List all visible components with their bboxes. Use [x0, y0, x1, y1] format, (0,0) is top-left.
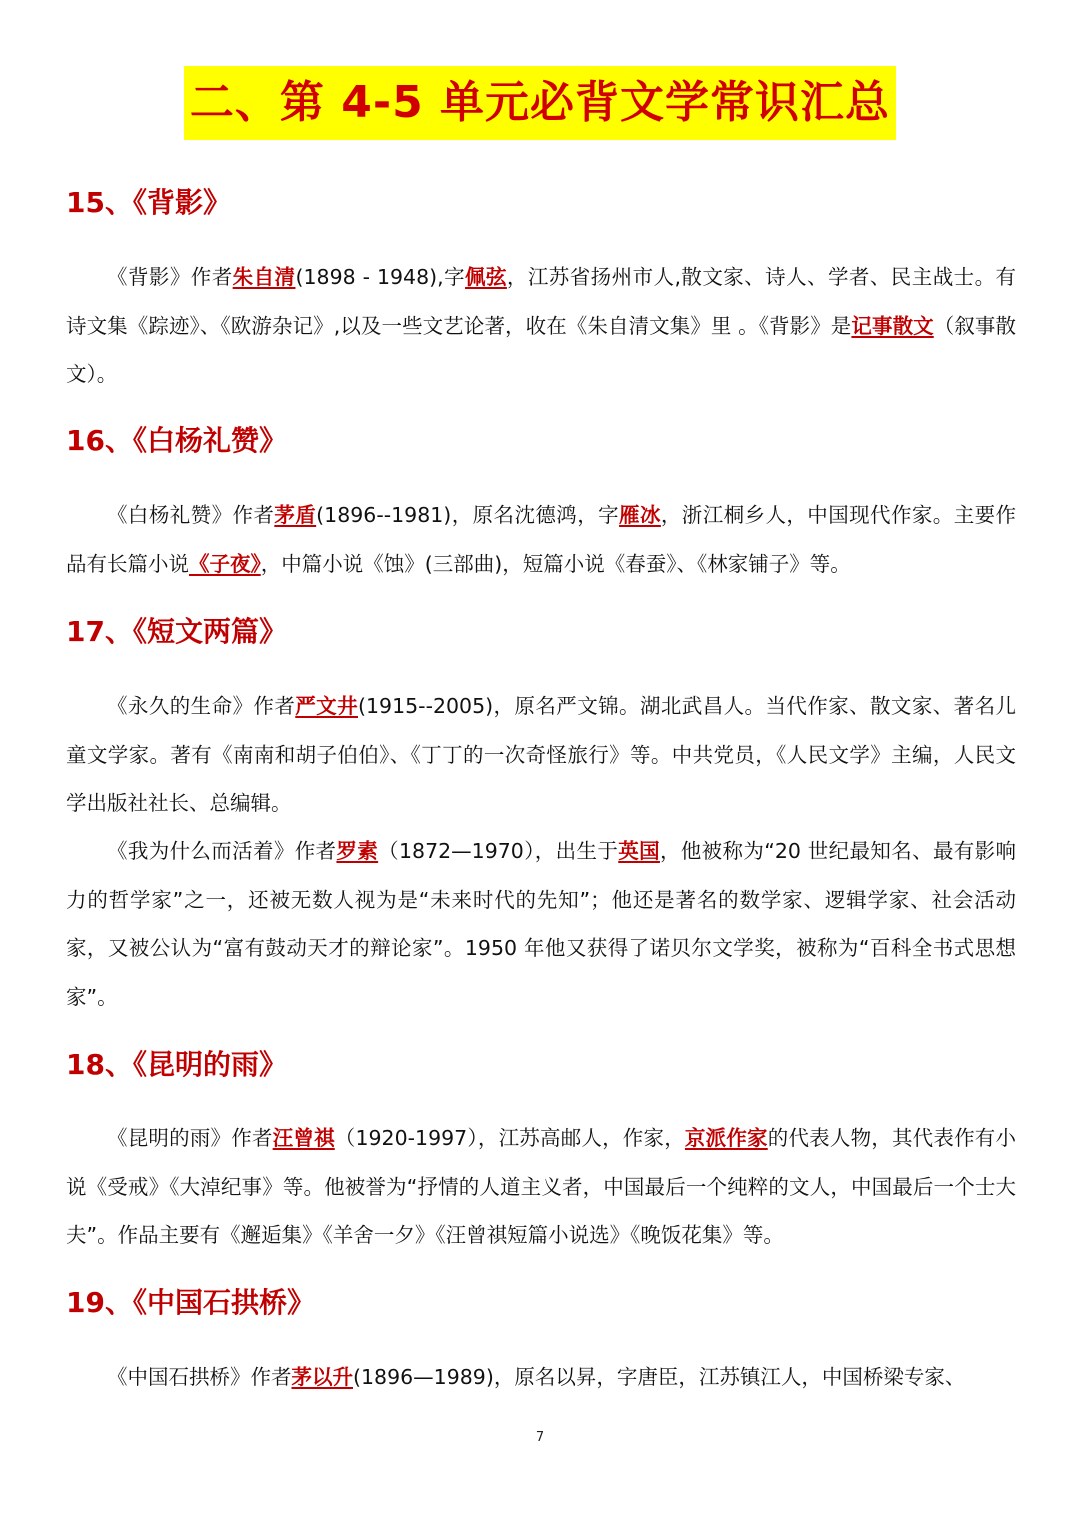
- highlighted-term: 汪曾祺: [272, 1126, 335, 1150]
- text-run: 《背影》作者: [107, 265, 233, 289]
- highlighted-term: 英国: [618, 839, 660, 863]
- text-run: (1898 - 1948),字: [295, 265, 466, 289]
- section-paragraph: [66, 682, 1016, 828]
- section-heading-18: 18、《昆明的雨》: [66, 1048, 287, 1081]
- section-paragraph: [66, 1114, 1016, 1260]
- text-run: 《白杨礼赞》作者: [107, 503, 275, 527]
- title-wrap: [0, 66, 1080, 140]
- highlighted-term: 佩弦: [465, 265, 507, 289]
- text-run: （叙事散文）。: [66, 313, 1017, 386]
- text-run: （1872—1970），出生于: [378, 839, 619, 863]
- highlighted-term: 茅以升: [291, 1365, 353, 1389]
- highlighted-term: 京派作家: [684, 1126, 768, 1150]
- text-run: 《永久的生命》作者: [107, 694, 296, 718]
- section-paragraph: [66, 827, 1016, 1021]
- text-run: ，他被称为“20 世纪最知名、最有影响力的哲学家”之一，还被无数人视为是“未来时代的先知”；他还是著名的数学家、逻辑学家、社会活动家，又被公认为“富有鼓动天才的辩论家”。1950 年他又获得了诺贝尔文学奖，被称为“百科全书式思想家”。: [66, 839, 1017, 1009]
- highlighted-term: 朱自清: [232, 265, 296, 289]
- section-paragraph: [66, 253, 1016, 399]
- section-heading-19: 19、《中国石拱桥》: [66, 1286, 315, 1319]
- highlighted-term: 记事散文: [851, 313, 934, 338]
- text-run: (1896—1989)，原名以昇，字唐臣，江苏镇江人，中国桥梁专家、: [353, 1365, 966, 1389]
- section-heading-15: 15、《背影》: [66, 186, 231, 219]
- text-run: (1915--2005)，原名严文锦。湖北武昌人。当代作家、散文家、著名儿童文学家。著有《南南和胡子伯伯》、《丁丁的一次奇怪旅行》等。中共党员，《人民文学》主编，人民文学出版社社长、总编辑。: [66, 694, 1017, 815]
- text-run: 《昆明的雨》作者: [107, 1126, 273, 1150]
- highlighted-term: 茅盾: [274, 503, 317, 527]
- section-heading-17: 17、《短文两篇》: [66, 615, 287, 648]
- highlighted-term: 严文井: [295, 694, 358, 718]
- highlighted-term: 雁冰: [619, 503, 661, 527]
- text-run: （1920-1997），江苏高邮人，作家，: [334, 1126, 685, 1150]
- text-run: 的代表人物，其代表作有小说《受戒》《大淖纪事》等。他被誉为“抒情的人道主义者，中国最后一个纯粹的文人，中国最后一个士大夫”。作品主要有《邂逅集》《羊舍一夕》《汪曾祺短篇小说选》《晚饭花集》等。: [66, 1126, 1017, 1247]
- highlighted-term: 《子夜》: [189, 551, 261, 576]
- page-title: 二、第 4-5 单元必背文学常识汇总: [184, 66, 896, 140]
- text-run: ，浙江桐乡人，中国现代作家。主要作品有长篇小说: [66, 503, 1017, 576]
- highlighted-term: 罗素: [336, 839, 379, 863]
- section-paragraph: [66, 1353, 1016, 1402]
- section-heading-16: 16、《白杨礼赞》: [66, 424, 287, 457]
- text-run: 《我为什么而活着》作者: [107, 839, 337, 863]
- text-run: (1896--1981)，原名沈德鸿，字: [316, 503, 620, 527]
- section-paragraph: [66, 491, 1016, 588]
- page-number: 7: [535, 1430, 545, 1445]
- text-run: 《中国石拱桥》作者: [107, 1365, 292, 1389]
- text-run: ，江苏省扬州市人,散文家、诗人、学者、民主战士。有诗文集《踪迹》、《欧游杂记》,以及一些文艺论著，收在《朱自清文集》里 。《背影》是: [66, 265, 1017, 338]
- text-run: ，中篇小说《蚀》(三部曲)，短篇小说《春蚕》、《林家铺子》等。: [260, 551, 851, 576]
